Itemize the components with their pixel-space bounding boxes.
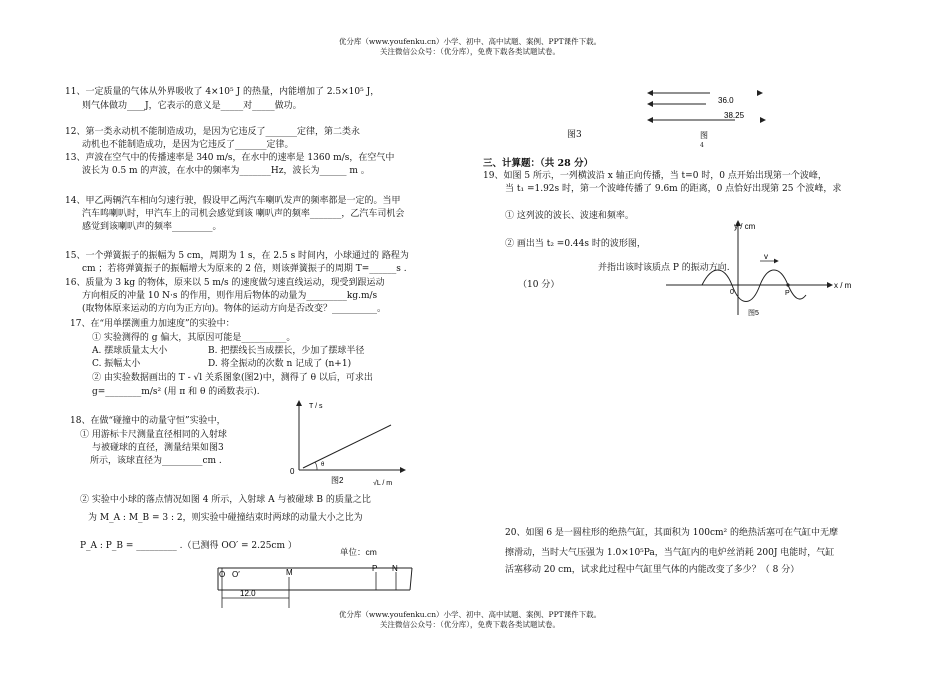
label-p: P bbox=[372, 564, 378, 573]
section-title: 三、计算题：（共 28 分） bbox=[483, 158, 594, 169]
question-15-line-2: cm ；若将弹簧振子的振幅增大为原来的 2 倍，则该弹簧振子的周期 T=______s . bbox=[82, 264, 407, 274]
question-17-line-5: ② 由实验数据画出的 T - √l 关系图象(图2)中，测得了 θ 以后，可求出 bbox=[92, 373, 373, 383]
question-18-line-4: 所示，该球直径为_________cm . bbox=[90, 456, 222, 466]
figure-2-graph bbox=[285, 395, 415, 495]
question-14-line-3: 感觉到该喇叭声的频率_________。 bbox=[82, 222, 222, 232]
question-18-line-5: ② 实验中小球的落点情况如图 4 所示，入射球 A 与被碰球 B 的质量之比 bbox=[80, 495, 371, 505]
y-axis-label: y / cm bbox=[734, 222, 756, 231]
question-11-line-1: 11、一定质量的气体从外界吸收了 4×10⁵ J 的热量，内能增加了 2.5×10⁵ J， bbox=[65, 87, 380, 97]
label-o-prime: O′ bbox=[232, 570, 240, 579]
question-19-line-5: 并指出该时该质点 P 的振动方向. bbox=[598, 263, 730, 273]
question-17-option-c: C. 振幅太小 bbox=[92, 359, 141, 369]
angle-label: θ bbox=[321, 462, 325, 468]
question-13-line-1: 13、声波在空气中的传播速率是 340 m/s，在水中的速率是 1360 m/s，在空气中 bbox=[65, 153, 395, 163]
unit-label: 单位：cm bbox=[340, 547, 377, 557]
angle-arc bbox=[315, 462, 317, 470]
question-17-line-2: ① 实验测得的 g 偏大，其原因可能是__________。 bbox=[92, 333, 296, 343]
header-line-2: 关注微信公众号：（优分库），免费下载各类试题试卷。 bbox=[380, 47, 560, 56]
figure-3-arrows bbox=[640, 82, 770, 142]
y-axis-label: T / s bbox=[309, 403, 323, 410]
origin-label: 0 bbox=[730, 289, 734, 296]
question-16-line-2: 方向相反的冲量 10 N·s 的作用，则作用后物体的动量为_________kg.m/s bbox=[82, 291, 378, 301]
question-19-line-4: ② 画出当 t₂ =0.44s 时的波形图， bbox=[505, 239, 646, 249]
question-17-option-d: D. 将全振动的次数 n 记成了 (n+1) bbox=[208, 359, 352, 369]
graph-line bbox=[303, 425, 391, 468]
question-17-option-a: A. 摆球质量太大小 bbox=[92, 346, 168, 356]
question-17-line-1: 17、在“用单摆测重力加速度”的实验中： bbox=[70, 319, 235, 329]
question-12-line-2: 动机也不能制造成功，是因为它违反了_______定律。 bbox=[82, 140, 294, 150]
question-18-line-7: P_A : P_B = _________ .（已测得 OO′ = 2.25cm ） bbox=[80, 541, 297, 551]
x-axis-label: √L / m bbox=[373, 480, 393, 487]
origin-label: 0 bbox=[290, 467, 295, 476]
question-11-line-2: 则气体做功____J，它表示的意义是_____对_____做功。 bbox=[82, 101, 302, 111]
velocity-label: v bbox=[764, 252, 768, 261]
question-19-points: （10 分） bbox=[518, 280, 560, 290]
question-19-line-1: 19、如图 5 所示，一列横波沿 x 轴正向传播，当 t=0 时，0 点开始出现第一个波峰， bbox=[483, 171, 827, 181]
value-38-25: 38.25 bbox=[724, 111, 745, 120]
figure-5-wave bbox=[660, 215, 860, 325]
footer-line-2: 关注微信公众号：（优分库），免费下载各类试题试卷。 bbox=[380, 620, 560, 629]
question-20-line-1: 20、如图 6 是一圆柱形的绝热气缸，其面积为 100cm² 的绝热活塞可在气缸中无摩 bbox=[505, 528, 838, 538]
question-13-line-2: 波长为 0.5 m 的声波，在水中的频率为_______Hz，波长为______ m 。 bbox=[82, 166, 370, 176]
question-16-line-3: (取物体原来运动的方向为正方向)。物体的运动方向是否改变？__________。 bbox=[82, 304, 387, 314]
question-17-option-b: B. 把摆线长当成摆长，少加了摆球半径 bbox=[208, 346, 365, 356]
point-label: P bbox=[785, 290, 790, 297]
question-20-line-3: 活塞移动 20 cm，试求此过程中气缸里气体的内能改变了多少？（ 8 分） bbox=[505, 565, 800, 575]
footer-line-1: 优分库（www.youfenku.cn）小学、初中、高中试题、案例、PPT课件下载。 bbox=[338, 610, 602, 619]
figure-2-caption: 图2 bbox=[331, 476, 344, 485]
question-14-line-2: 汽车鸣喇叭时，甲汽车上的司机会感觉到该 喇叭声的频率_______，乙汽车司机会 bbox=[82, 209, 405, 219]
question-16-line-1: 16、质量为 3 kg 的物体，原来以 5 m/s 的速度做匀速直线运动，现受到跟运动 bbox=[65, 278, 385, 288]
question-20-line-2: 擦滑动，当时大气压强为 1.0×10⁵Pa，当气缸内的电炉丝消耗 200J 电能时，气缸 bbox=[505, 548, 835, 558]
label-m: M bbox=[286, 568, 293, 577]
header-line-1: 优分库（www.youfenku.cn）小学、初中、高中试题、案例、PPT课件下载。 bbox=[338, 37, 602, 46]
question-17-line-6: g=________m/s² (用 π 和 θ 的函数表示). bbox=[92, 387, 260, 397]
question-18-line-2: ① 用游标卡尺测量直径相同的入射球 bbox=[80, 430, 227, 440]
question-19-line-3: ① 这列波的波长、波速和频率。 bbox=[505, 211, 634, 221]
question-18-line-3: 与被碰球的直径，测量结果如图3 bbox=[92, 443, 224, 453]
wave-curve bbox=[702, 270, 806, 302]
label-n: N bbox=[392, 564, 398, 573]
label-o: O bbox=[219, 570, 226, 579]
question-12-line-1: 12、第一类永动机不能制造成功，是因为它违反了_______定律，第二类永 bbox=[65, 127, 360, 137]
question-15-line-1: 15、一个弹簧振子的振幅为 5 cm，周期为 1 s，在 2.5 s 时间内，小球通过的 路程为 bbox=[65, 251, 409, 261]
question-18-line-6: 为 M_A : M_B = 3 : 2，则实验中碰撞结束时两球的动量大小之比为 bbox=[88, 513, 363, 523]
question-14-line-1: 14、甲乙两辆汽车相向匀速行驶，假设甲乙两汽车喇叭发声的频率都是一定的。当甲 bbox=[65, 196, 401, 206]
figure-3-caption: 图3 bbox=[567, 130, 582, 140]
x-axis-label: x / m bbox=[834, 281, 852, 290]
dimension-value: 12.0 bbox=[240, 589, 256, 598]
value-36: 36.0 bbox=[718, 96, 734, 105]
figure-4-caption: 图 bbox=[700, 131, 708, 140]
point-p bbox=[786, 283, 789, 286]
question-19-line-2: 当 t₁ =1.92s 时，第一个波峰传播了 9.6m 的距离，0 点恰好出现第 25 个波峰，求 bbox=[505, 184, 842, 194]
figure-5-caption: 图5 bbox=[748, 310, 759, 317]
figure-4-caption-sub: 4 bbox=[700, 142, 704, 149]
question-18-line-1: 18、在做“碰撞中的动量守恒”实验中， bbox=[70, 416, 226, 426]
